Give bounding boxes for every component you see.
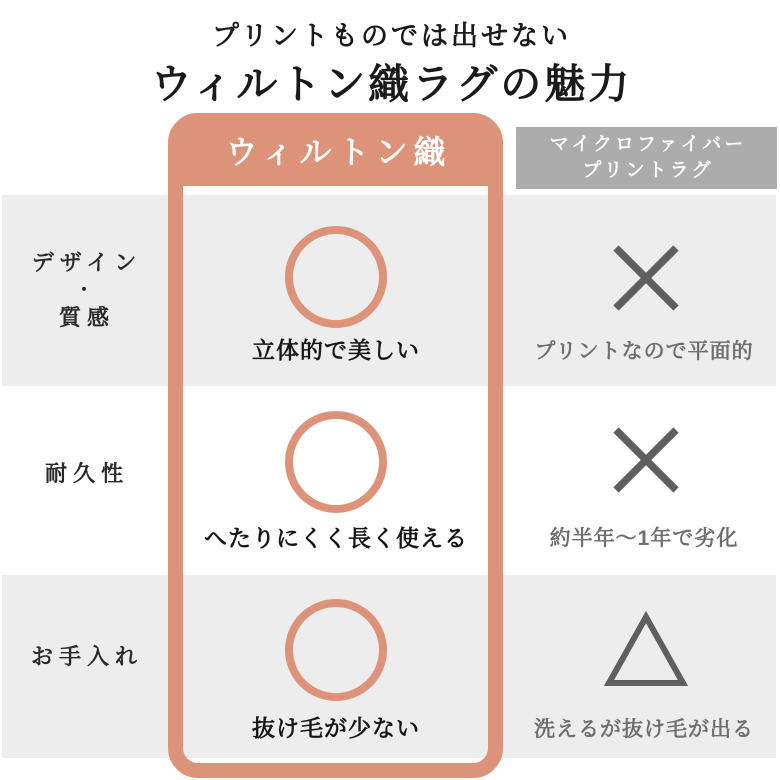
row-label-separator-dot: ・ bbox=[75, 279, 99, 300]
row-label-line: お手入れ bbox=[30, 644, 143, 669]
row-label-line: 耐久性 bbox=[44, 461, 129, 486]
row-label-design-texture bbox=[0, 247, 168, 334]
circle-icon bbox=[285, 411, 387, 513]
microfiber-header-line2: プリントラグ bbox=[582, 160, 714, 181]
wilton-cell-text-care: 抜け毛が少ない bbox=[252, 715, 420, 741]
microfiber-cell-text-design: プリントなので平面的 bbox=[534, 340, 754, 363]
microfiber-header-line1: マイクロファイバー bbox=[549, 134, 747, 156]
microfiber-cell-text-care: 洗えるが抜け毛が出る bbox=[534, 718, 754, 741]
cross-icon bbox=[610, 424, 682, 496]
wilton-cell-text-durability: へたりにくく長く使える bbox=[204, 525, 468, 551]
microfiber-column-header bbox=[516, 127, 777, 189]
circle-icon bbox=[285, 599, 387, 701]
circle-icon bbox=[285, 226, 387, 328]
wilton-column-header bbox=[168, 113, 503, 186]
wilton-header-label: ウィルトン織 bbox=[225, 133, 452, 170]
microfiber-cell-text-durability: 約半年〜1年で劣化 bbox=[549, 527, 739, 550]
wilton-cell-text-design: 立体的で美しい bbox=[252, 337, 420, 363]
row-label-care bbox=[0, 641, 168, 673]
triangle-icon bbox=[604, 611, 688, 689]
row-label-durability bbox=[0, 458, 168, 490]
row-label-line: デザイン bbox=[31, 250, 143, 275]
row-label-line: 質感 bbox=[58, 305, 115, 331]
page-title: ウィルトン織ラグの魅力 bbox=[150, 61, 633, 107]
page-subtitle: プリントものでは出せない bbox=[212, 21, 571, 51]
cross-icon bbox=[610, 242, 682, 314]
